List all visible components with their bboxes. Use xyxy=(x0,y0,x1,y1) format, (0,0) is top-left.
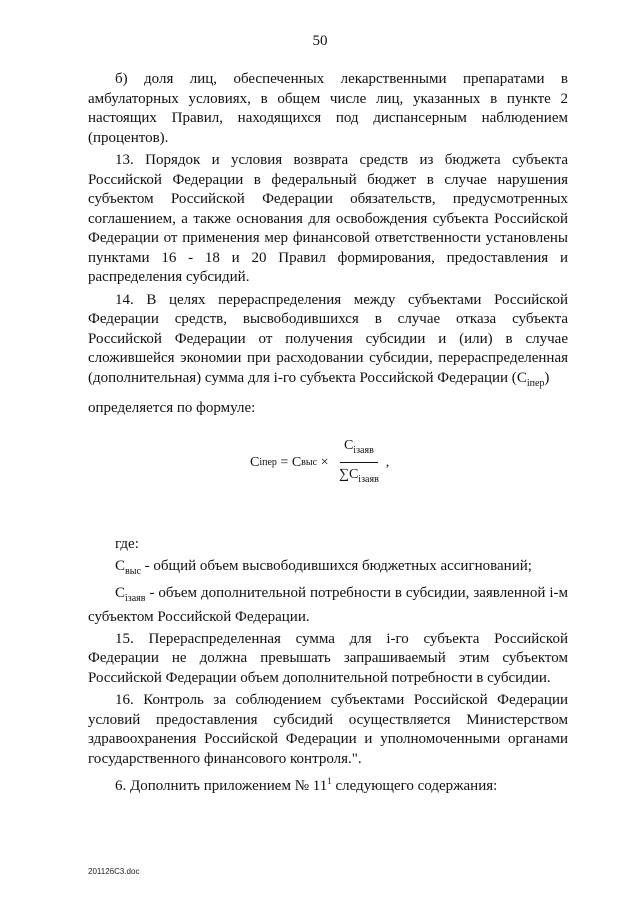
numerator-sub: iзаяв xyxy=(353,444,374,456)
denominator-sub: iзаяв xyxy=(358,473,379,485)
file-footer: 201126C3.doc xyxy=(88,867,140,876)
formula-c-vys-sub: выс xyxy=(301,456,318,468)
page-number: 50 xyxy=(312,33,328,49)
paragraph-16: 16. Контроль за соблюдением субъектами Российской Федерации условий предоставления субсидий осуществляется Министерством здравоохранения Российской Федерации и уполномоченными органами государственного финансового контроля.". xyxy=(88,692,568,767)
numerator-symbol: C xyxy=(343,437,354,453)
document-body xyxy=(88,70,572,800)
definition-c-izayav xyxy=(88,584,572,628)
def2-text: - объем дополнительной потребности в субсидии, заявленной i-м субъектом Российской Федерации. xyxy=(88,584,572,625)
def2-symbol: C xyxy=(115,584,126,601)
formula-lhs: C xyxy=(250,454,260,470)
formula-numerator xyxy=(340,436,378,463)
formula-c-vys: C xyxy=(291,454,302,470)
paragraph-6-tail: следующего содержания: xyxy=(331,778,498,794)
def1-subscript: выс xyxy=(125,566,141,577)
definition-c-vys xyxy=(88,557,568,582)
paragraph-6 xyxy=(88,772,568,797)
paragraph-15: 15. Перераспределенная сумма для i-го субъекта Российской Федерации не должна превышать запрашиваемый этим субъектом Российской Федерации объем дополнительной потребности в субсидии. xyxy=(88,630,568,686)
formula-trailing-comma: , xyxy=(385,454,390,470)
formula-equals: = xyxy=(276,454,292,470)
formula xyxy=(88,431,568,509)
def1-symbol: C xyxy=(115,558,126,574)
formula-times: × xyxy=(317,454,332,470)
c-iper-subscript: iпер xyxy=(526,377,545,389)
paragraph-b: б) доля лиц, обеспеченных лекарственными препаратами в амбулаторных условиях, в общем числе лиц, указанных в пункте 2 настоящих Правил, находящихся под диспансерным наблюдением (процентов). xyxy=(88,71,568,146)
paragraph-14-text: 14. В целях перераспределения между субъектами Российской Федерации средств, высвободившихся в случае отказа субъекта Российской Федерации от получения субсидии и (или) в случае сложившейся экономии при расходовании субсидии, перераспределенная (дополнительная) сумма для i-го субъекта Российской Федерации ( xyxy=(88,291,568,386)
def2-subscript: iзаяв xyxy=(125,592,146,604)
formula-fraction xyxy=(335,436,383,490)
paragraph-14-close: ) xyxy=(544,369,550,386)
where-label: где: xyxy=(115,535,139,552)
c-iper-symbol: C xyxy=(516,369,527,386)
denominator-symbol: C xyxy=(348,467,359,482)
paragraph-14 xyxy=(88,291,568,394)
sum-symbol: ∑ xyxy=(338,467,349,482)
def1-text: - общий объем высвободившихся бюджетных ассигнований; xyxy=(140,558,532,574)
formula-denominator xyxy=(335,463,383,489)
paragraph-6-superscript: 1 xyxy=(327,776,332,786)
paragraph-6-text: 6. Дополнить приложением № 11 xyxy=(115,778,328,794)
paragraph-13: 13. Порядок и условия возврата средств из бюджета субъекта Российской Федерации в федеральный бюджет в случае нарушения субъектом Российской Федерации обязательств, предусмотренных соглашением, а также основания для освобождения субъекта Российской Федерации от применения мер финансовой ответственности установлены пунктами 16 - 18 и 20 Правил формирования, предоставления и распределения субсидий. xyxy=(88,152,568,285)
formula-expression xyxy=(250,431,389,495)
formula-lhs-sub: iпер xyxy=(259,456,277,468)
formula-lead: определяется по формуле: xyxy=(88,400,256,416)
